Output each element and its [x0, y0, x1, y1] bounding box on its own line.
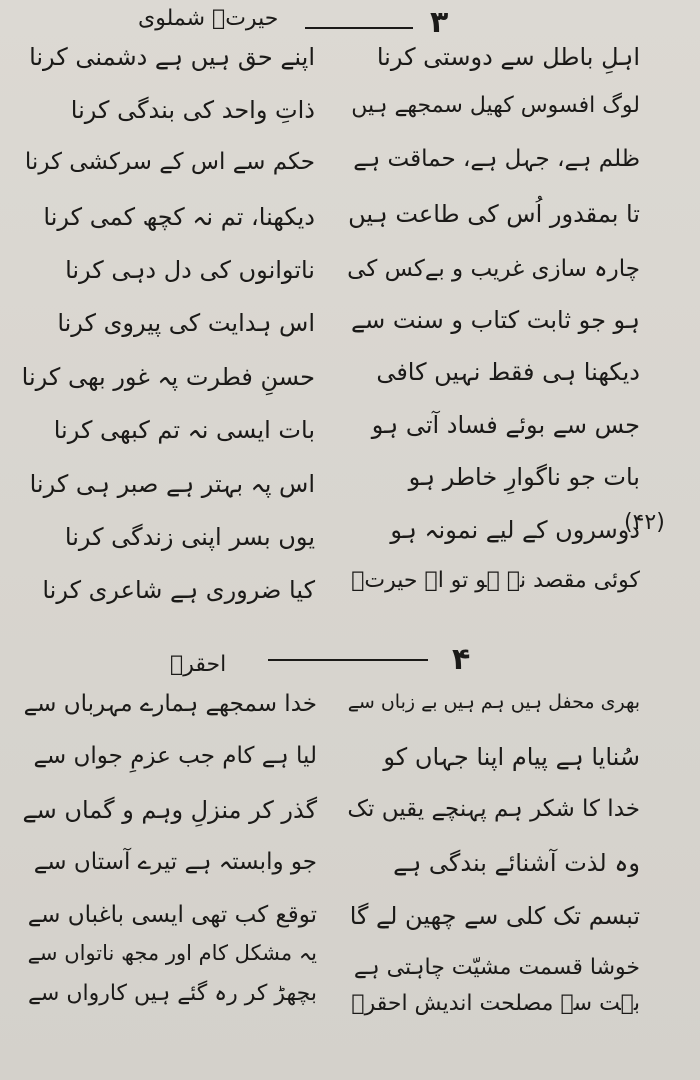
verse-line: کوئی مقصد نہ ہو تو اے حیرتؔ	[351, 568, 640, 593]
verse-line: وہ لذت آشنائے بندگی ہے	[393, 849, 640, 877]
verse-line: ہو جو ثابت کتاب و سنت سے	[351, 306, 640, 334]
section-2-author: احقرؔ	[170, 652, 227, 677]
verse-line: اس ہدایت کی پیروی کرنا	[57, 309, 315, 337]
margin-reference: (۴۲)	[624, 510, 665, 535]
verse-line: جو وابستہ ہے تیرے آستاں سے	[33, 849, 317, 875]
verse-line: لیا ہے کام جب عزمِ جواں سے	[33, 743, 317, 769]
verse-line: تا بمقدور اُس کی طاعت ہیں	[348, 200, 640, 228]
verse-line: بات ایسی نہ تم کبھی کرنا	[53, 416, 315, 444]
verse-line: دوسروں کے لیے نمونہ ہو	[390, 516, 640, 544]
verse-line: خدا کا شکر ہم پہنچے یقیں تک	[347, 796, 640, 822]
section-2-right-column	[345, 693, 640, 1033]
verse-line: ذاتِ واحد کی بندگی کرنا	[70, 96, 315, 124]
verse-line: حسنِ فطرت پہ غور بھی کرنا	[21, 363, 315, 391]
verse-line: کیا ضروری ہے شاعری کرنا	[42, 576, 315, 604]
section-1-author: حیرتؔ شملوی	[138, 6, 279, 31]
verse-line: چارہ سازی غریب و بےکس کی	[347, 256, 640, 282]
verse-line: جس سے بوئے فساد آتی ہو	[371, 411, 640, 439]
verse-line: ظلم ہے، جہل ہے، حماقت ہے	[353, 146, 640, 172]
verse-line: دیکھنا ہی فقط نہیں کافی	[376, 358, 640, 386]
verse-line: بچھڑ کر رہ گئے ہیں کارواں سے	[28, 981, 317, 1006]
verse-line: دیکھنا، تم نہ کچھ کمی کرنا	[43, 203, 315, 231]
verse-line: ناتوانوں کی دل دہی کرنا	[65, 256, 315, 284]
verse-line: توقع کب تھی ایسی باغباں سے	[27, 902, 317, 928]
section-1-right-column	[345, 45, 640, 645]
section-1-left-column	[20, 45, 315, 645]
verse-line: تبسم تک کلی سے چھین لے گا	[349, 902, 640, 930]
section-2-number: ۴	[452, 642, 471, 677]
verse-line: اس پہ بہتر ہے صبر ہی کرنا	[29, 470, 315, 498]
verse-line: یہ مشکل کام اور مجھ ناتواں سے	[27, 941, 317, 965]
verse-line: گذر کر منزلِ وہم و گماں سے	[22, 796, 317, 824]
verse-line: خوشا قسمت مشیّت چاہتی ہے	[353, 955, 640, 980]
section-2-left-column	[22, 693, 317, 1033]
verse-line: لوگ افسوس کھیل سمجھے ہیں	[351, 93, 640, 118]
verse-line: سُنایا ہے پیام اپنا جہاں کو	[383, 743, 640, 771]
verse-line: بھری محفل ہیں ہم ہیں بے زباں سے	[347, 691, 640, 713]
section-1-number: ٣	[430, 5, 449, 40]
section-2-header-rule	[268, 659, 428, 661]
verse-line: بہت سے مصلحت اندیش احقرؔ	[351, 991, 640, 1016]
verse-line: اہلِ باطل سے دوستی کرنا	[376, 43, 640, 71]
verse-line: اپنے حق ہیں ہے دشمنی کرنا	[29, 43, 315, 71]
section-1-header-rule	[305, 27, 413, 29]
verse-line: حکم سے اس کے سرکشی کرنا	[24, 149, 315, 175]
verse-line: بات جو ناگوارِ خاطر ہو	[408, 463, 640, 491]
verse-line: خدا سمجھے ہمارے مہرباں سے	[23, 691, 317, 717]
verse-line: یوں بسر اپنی زندگی کرنا	[64, 523, 315, 551]
